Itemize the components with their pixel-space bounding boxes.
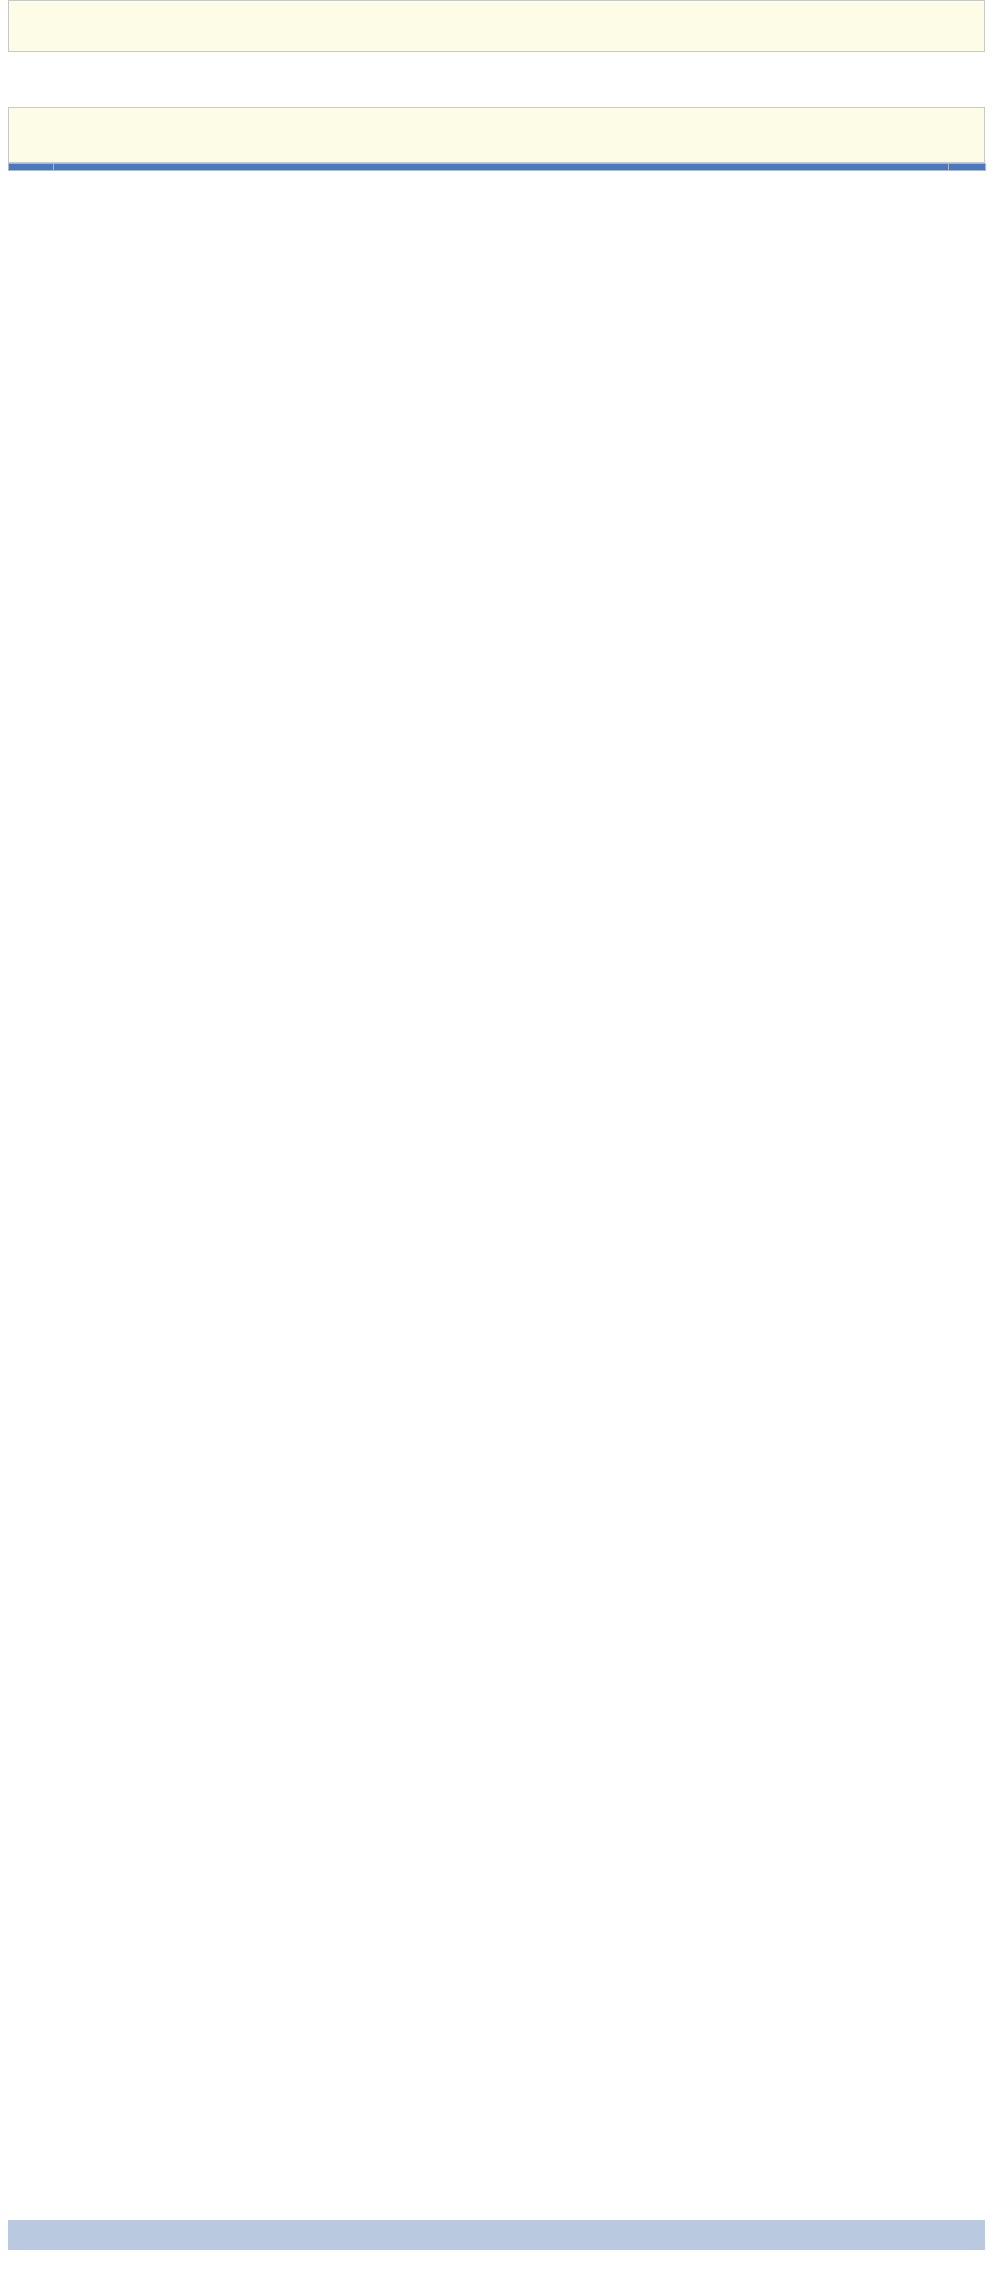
ranking-table xyxy=(8,163,986,171)
footer-bar xyxy=(8,2220,985,2250)
header-title xyxy=(54,164,949,171)
header-access xyxy=(949,164,986,171)
page-info-bottom xyxy=(8,0,985,52)
ranking-heading xyxy=(0,59,993,82)
table-header-row xyxy=(9,164,986,171)
page-info-top xyxy=(8,107,985,163)
header-rank xyxy=(9,164,54,171)
